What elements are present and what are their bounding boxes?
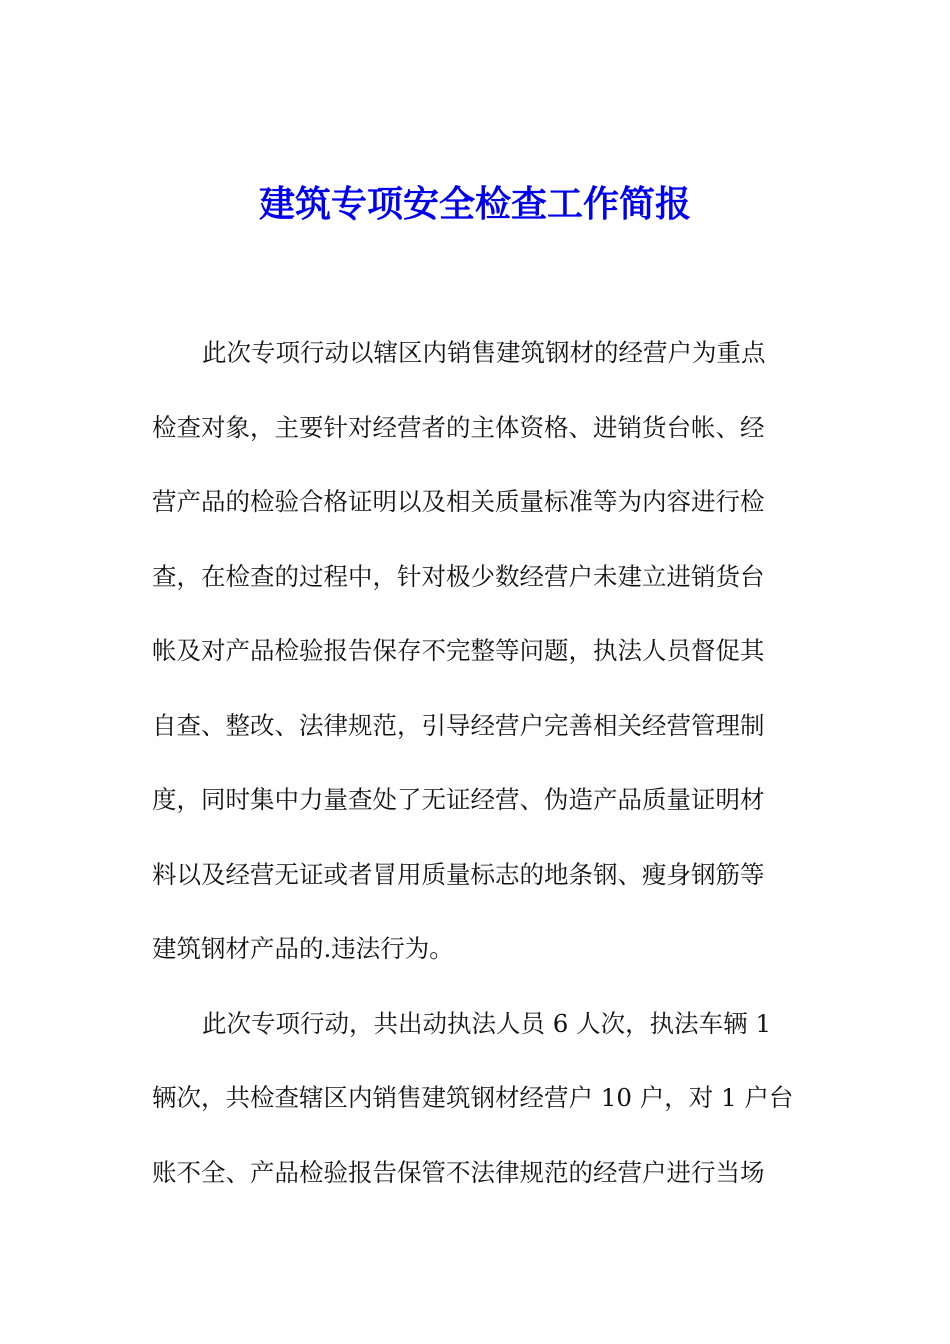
text-line: 检查对象，主要针对经营者的主体资格、进销货台帐、经: [152, 412, 765, 442]
text-line: 查，在检查的过程中，针对极少数经营户未建立进销货台: [152, 561, 765, 591]
text-line: 营产品的检验合格证明以及相关质量标准等为内容进行检: [152, 487, 765, 516]
text-line: 自查、整改、法律规范，引导经营户完善相关经营管理制: [152, 710, 765, 740]
text-line: 料以及经营无证或者冒用质量标志的地条钢、瘦身钢筋等: [152, 859, 765, 889]
text-line: 帐及对产品检验报告保存不完整等问题，执法人员督促其: [152, 636, 765, 665]
text-line: 辆次，共检查辖区内销售建筑钢材经营户 10 户，对 1 户台: [152, 1083, 794, 1112]
text-line: 此次专项行动以辖区内销售建筑钢材的经营户为重点: [202, 338, 766, 367]
text-line: 账不全、产品检验报告保管不法律规范的经营户进行当场: [152, 1157, 765, 1187]
document-title: 建筑专项安全检查工作简报: [258, 183, 691, 225]
text-line: 此次专项行动，共出动执法人员 6 人次，执法车辆 1: [202, 1008, 772, 1038]
document-body: [152, 328, 797, 1222]
paragraph-2: [152, 999, 797, 1223]
text-line: 建筑钢材产品的.违法行为。: [152, 934, 454, 963]
paragraph-1: [152, 328, 797, 999]
text-line: 度，同时集中力量查处了无证经营、伪造产品质量证明材: [152, 785, 765, 814]
